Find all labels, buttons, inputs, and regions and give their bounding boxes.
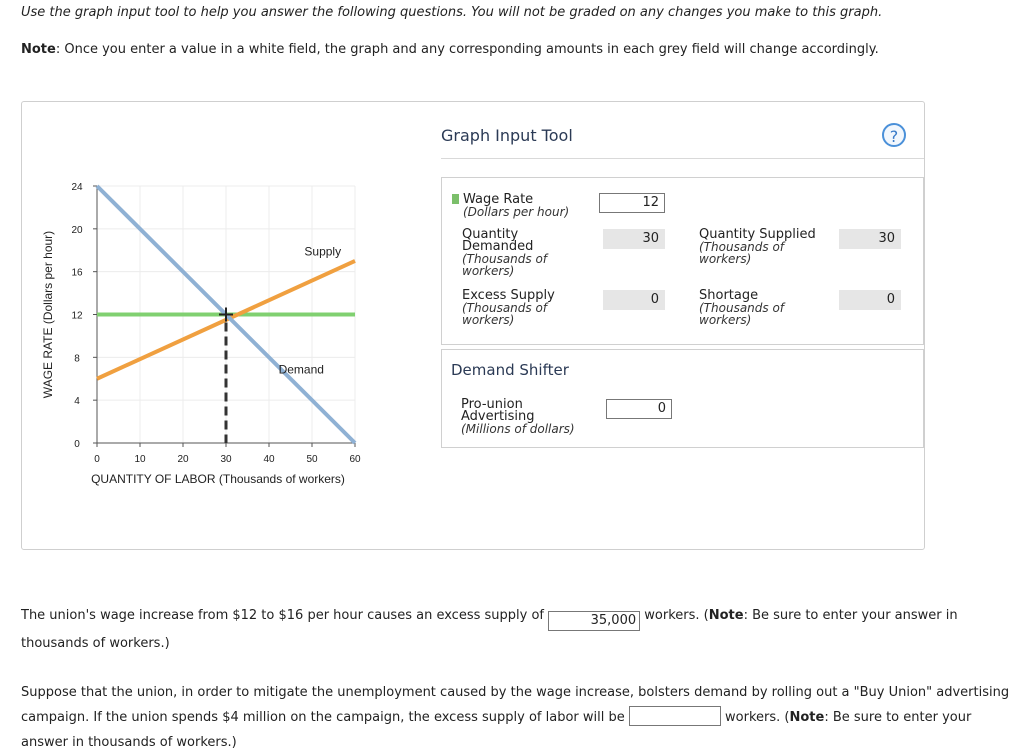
graph-panel <box>21 101 925 550</box>
question-1: The union's wage increase from $12 to $16 per hour causes an excess supply of 35,000 workers. (Note: Be sure to enter your answer in thousands of workers.) <box>21 608 958 651</box>
y-tick-label: 12 <box>71 310 83 322</box>
question-2: Suppose that the union, in order to mitigate the unemployment caused by the wage increase, bolsters demand by rolling out a "Buy Union" advertising campaign. If the union spends $4 million on the campaign, the excess supply of labor will be workers. (Note: Be sure to enter your answer in thousands of workers.) <box>21 685 1010 750</box>
x-tick-label: 0 <box>94 454 100 465</box>
y-tick-label: 4 <box>74 396 80 408</box>
note-text: : Once you enter a value in a white field, the graph and any corresponding amounts in each grey field will change accordingly. <box>55 42 879 57</box>
wage-rate-input[interactable]: 12 <box>599 193 665 213</box>
y-tick-label: 8 <box>74 353 80 365</box>
labor-market-graph[interactable] <box>22 102 442 549</box>
supply-label: Supply <box>304 244 342 259</box>
y-tick-label: 20 <box>71 224 83 236</box>
x-tick-label: 30 <box>220 454 232 465</box>
graph-input-tool-title: Graph Input Tool <box>441 126 573 145</box>
x-axis-label: QUANTITY OF LABOR (Thousands of workers) <box>91 472 345 486</box>
wage-rate-label: Wage Rate (Dollars per hour) <box>452 194 569 218</box>
quantity-demanded-label: Quantity Demanded (Thousands of workers) <box>462 227 548 278</box>
excess-supply-answer-input[interactable]: 35,000 <box>548 611 640 631</box>
pro-union-advertising-input[interactable]: 0 <box>606 399 672 419</box>
note-label: Note <box>21 42 56 57</box>
x-tick-label: 10 <box>134 454 146 465</box>
instructions-note <box>21 42 879 57</box>
quantity-supplied-label: Quantity Supplied (Thousands of workers) <box>699 227 816 266</box>
y-tick-label: 0 <box>74 439 80 450</box>
excess-supply-value: 0 <box>603 290 665 310</box>
x-tick-label: 40 <box>263 454 275 465</box>
quantity-demanded-value: 30 <box>603 229 665 249</box>
shortage-label: Shortage (Thousands of workers) <box>699 288 785 327</box>
x-tick-label: 20 <box>177 454 189 465</box>
y-axis-label: WAGE RATE (Dollars per hour) <box>41 230 55 399</box>
excess-supply-after-campaign-input[interactable] <box>629 706 721 726</box>
pro-union-advertising-label: Pro-union Advertising (Millions of dollars) <box>461 397 575 436</box>
quantity-supplied-value: 30 <box>839 229 901 249</box>
x-tick-label: 60 <box>349 454 361 465</box>
market-values-box <box>441 177 924 345</box>
help-icon[interactable]: ? <box>882 123 906 147</box>
x-tick-label: 50 <box>306 454 318 465</box>
excess-supply-label: Excess Supply (Thousands of workers) <box>462 288 555 327</box>
demand-shifter-title: Demand Shifter <box>451 361 569 379</box>
header-divider <box>441 158 924 159</box>
instructions-intro: Use the graph input tool to help you answer the following questions. You will not be graded on any changes you make to this graph. <box>21 5 883 20</box>
wage-rate-swatch <box>452 194 459 204</box>
demand-label: Demand <box>278 362 324 377</box>
y-tick-label: 16 <box>71 267 83 279</box>
y-tick-label: 24 <box>71 182 83 193</box>
shortage-value: 0 <box>839 290 901 310</box>
